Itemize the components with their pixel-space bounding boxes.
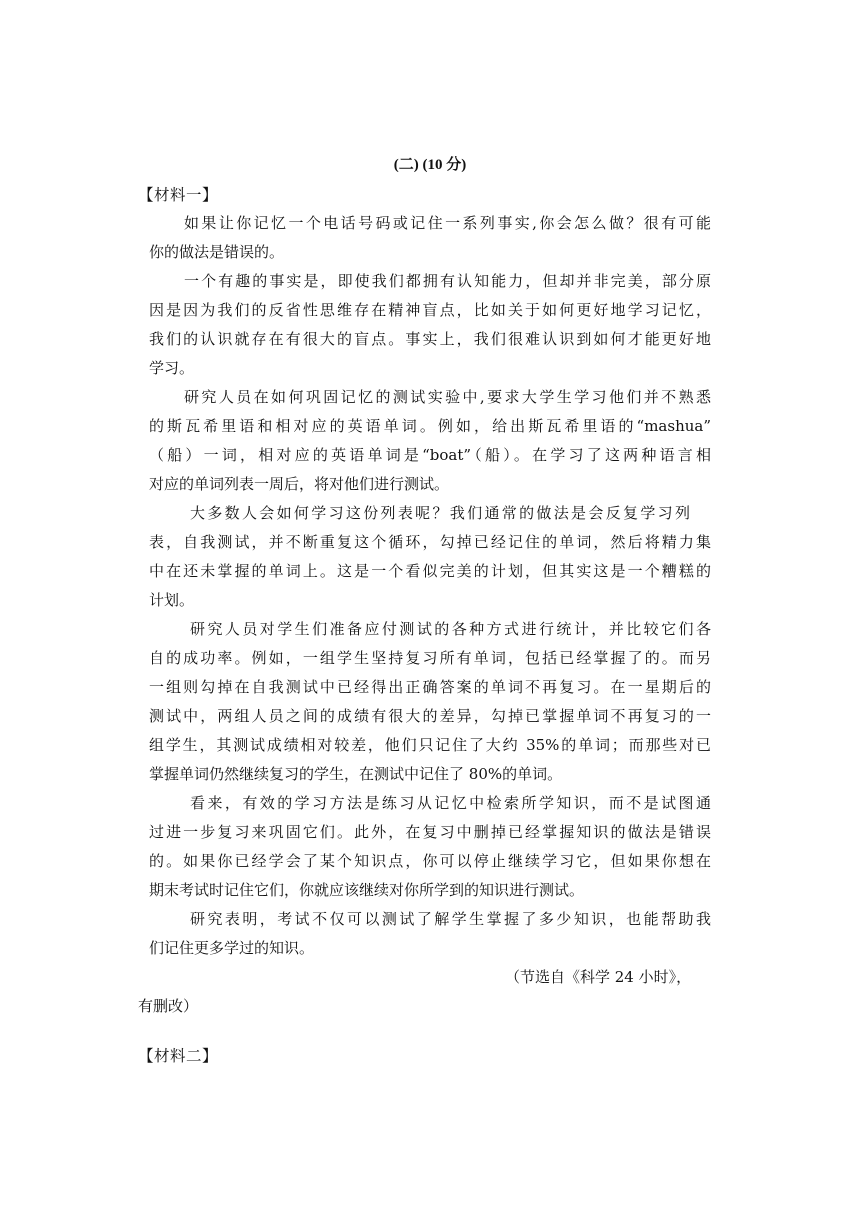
source-citation-note: 有删改）: [138, 997, 199, 1015]
paragraph-line: 你的做法是错误的。: [149, 243, 285, 261]
paragraph-line: 中在还未掌握的单词上。这是一个看似完美的计划，但其实这是一个糟糕的: [149, 562, 711, 580]
paragraph-line: 如果让你记忆一个电话号码或记住一系列事实,你会怎么做？很有可能: [184, 214, 711, 232]
paragraph-line: 学习。: [149, 359, 195, 377]
paragraph-line: 看来，有效的学习方法是练习从记忆中检索所学知识，而不是试图通: [190, 794, 711, 812]
paragraph-line: 们记住更多学过的知识。: [149, 939, 315, 957]
paragraph-line: 一个有趣的事实是，即使我们都拥有认知能力，但却并非完美，部分原: [184, 272, 711, 290]
paragraph-line: 对应的单词列表一周后，将对他们进行测试。: [149, 475, 450, 493]
paragraph-line: 的斯瓦希里语和相对应的英语单词。例如，给出斯瓦希里语的“mashua”: [149, 417, 711, 435]
paragraph-line: 表，自我测试，并不断重复这个循环，勾掉已经记住的单词，然后将精力集: [149, 533, 711, 551]
paragraph-line: 研究表明，考试不仅可以测试了解学生掌握了多少知识，也能帮助我: [190, 910, 711, 928]
paragraph-line: 研究人员对学生们准备应付测试的各种方式进行统计，并比较它们各: [190, 620, 711, 638]
section-heading: (二) (10 分): [393, 157, 467, 173]
paragraph-line: 我们的认识就存在有很大的盲点。事实上，我们很难认识到如何才能更好地: [149, 330, 711, 348]
source-citation: （节选自《科学 24 小时》，: [505, 968, 692, 986]
paragraph-line: 组学生，其测试成绩相对较差，他们只记住了大约 35%的单词；而那些对已: [149, 736, 711, 754]
paragraph-line: 掌握单词仍然继续复习的学生，在测试中记住了 80%的单词。: [149, 765, 563, 783]
paragraph-line: 的。如果你已经学会了某个知识点，你可以停止继续学习它，但如果你想在: [149, 852, 711, 870]
paragraph-line: 过进一步复习来巩固它们。此外，在复习中删掉已经掌握知识的做法是错误: [149, 823, 711, 841]
paragraph-line: 自的成功率。例如，一组学生坚持复习所有单词，包括已经掌握了的。而另: [149, 649, 711, 667]
material-one-label: 【材料一】: [138, 186, 219, 204]
paragraph-line: （船）一词，相对应的英语单词是“boat”（船）。在学习了这两种语言相: [149, 446, 711, 464]
paragraph-line: 计划。: [149, 591, 195, 609]
paragraph-line: 大多数人会如何学习这份列表呢？我们通常的做法是会反复学习列: [190, 504, 690, 522]
paragraph-line: 一组则勾掉在自我测试中已经得出正确答案的单词不再复习。在一星期后的: [149, 678, 711, 696]
paragraph-line: 研究人员在如何巩固记忆的测试实验中,要求大学生学习他们并不熟悉: [184, 388, 711, 406]
paragraph-line: 因是因为我们的反省性思维存在精神盲点，比如关于如何更好地学习记忆，: [149, 301, 711, 319]
paragraph-line: 测试中，两组人员之间的成绩有很大的差异，勾掉已掌握单词不再复习的一: [149, 707, 711, 725]
material-two-label: 【材料二】: [138, 1047, 219, 1065]
paragraph-line: 期末考试时记住它们，你就应该继续对你所学到的知识进行测试。: [149, 881, 585, 899]
